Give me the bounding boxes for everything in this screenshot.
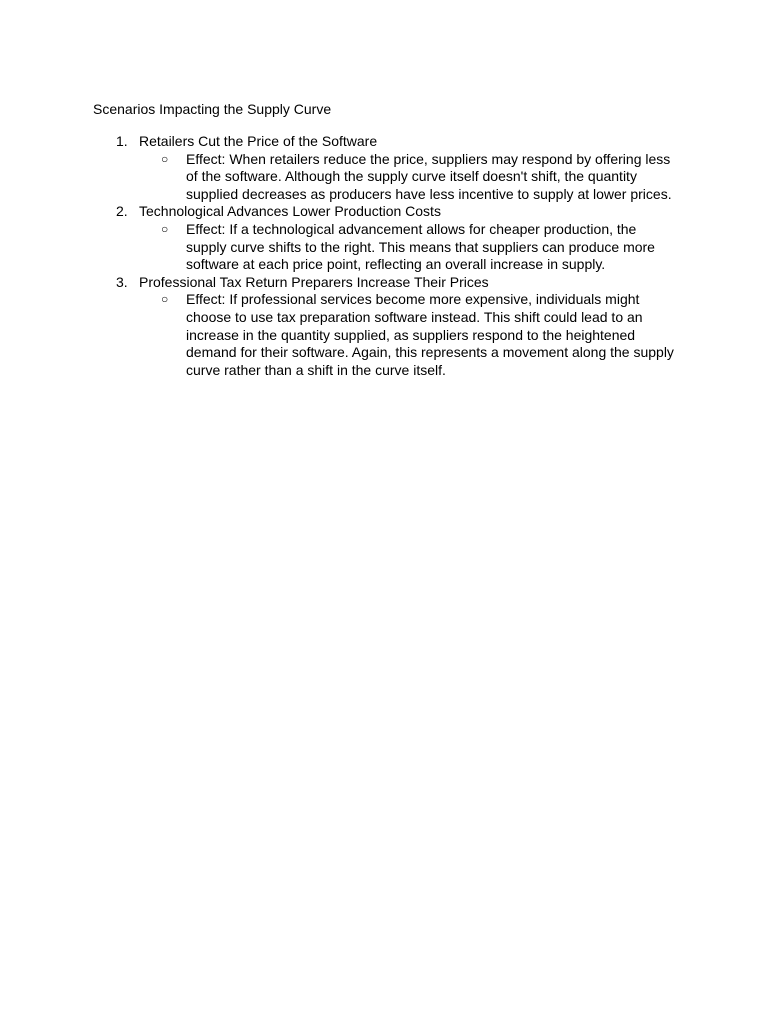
- document-title: Scenarios Impacting the Supply Curve: [93, 101, 332, 117]
- scenario-item: [0, 203, 768, 273]
- effect-item: [0, 221, 768, 274]
- hollow-circle-bullet-icon: ○: [161, 151, 169, 166]
- scenario-item: [0, 133, 768, 203]
- effect-list: [0, 221, 768, 274]
- effect-item: [0, 291, 768, 379]
- effect-list: [0, 151, 768, 204]
- effect-text: Effect: When retailers reduce the price, suppliers may respond by offering less of the software. Although the supply curve itself doesn't shift, the quantity supplied decreases as producers have less incentive to supply at lower prices.: [186, 150, 672, 202]
- effect-text: Effect: If professional services become more expensive, individuals might choose to use tax preparation software instead. This shift could lead to an increase in the quantity supplied, as suppliers respond to the heightened demand for their software. Again, this represents a movement along the supply curve rather than a shift in the curve itself.: [186, 291, 674, 378]
- hollow-circle-bullet-icon: ○: [161, 292, 169, 307]
- scenario-heading: Professional Tax Return Preparers Increase Their Prices: [139, 273, 489, 290]
- scenario-number: 1.: [116, 133, 128, 149]
- scenario-number: 3.: [116, 273, 128, 290]
- hollow-circle-bullet-icon: ○: [161, 221, 169, 236]
- scenario-heading: Technological Advances Lower Production Costs: [139, 203, 441, 220]
- scenario-number: 2.: [116, 203, 128, 220]
- effect-text: Effect: If a technological advancement allows for cheaper production, the supply curve shifts to the right. This means that suppliers can produce more software at each price point, reflecting an overall increase in supply.: [186, 220, 655, 273]
- scenario-item: [0, 274, 768, 380]
- effect-list: [0, 291, 768, 379]
- scenario-list: [0, 133, 768, 379]
- effect-item: [0, 151, 768, 204]
- scenario-heading: Retailers Cut the Price of the Software: [139, 133, 378, 149]
